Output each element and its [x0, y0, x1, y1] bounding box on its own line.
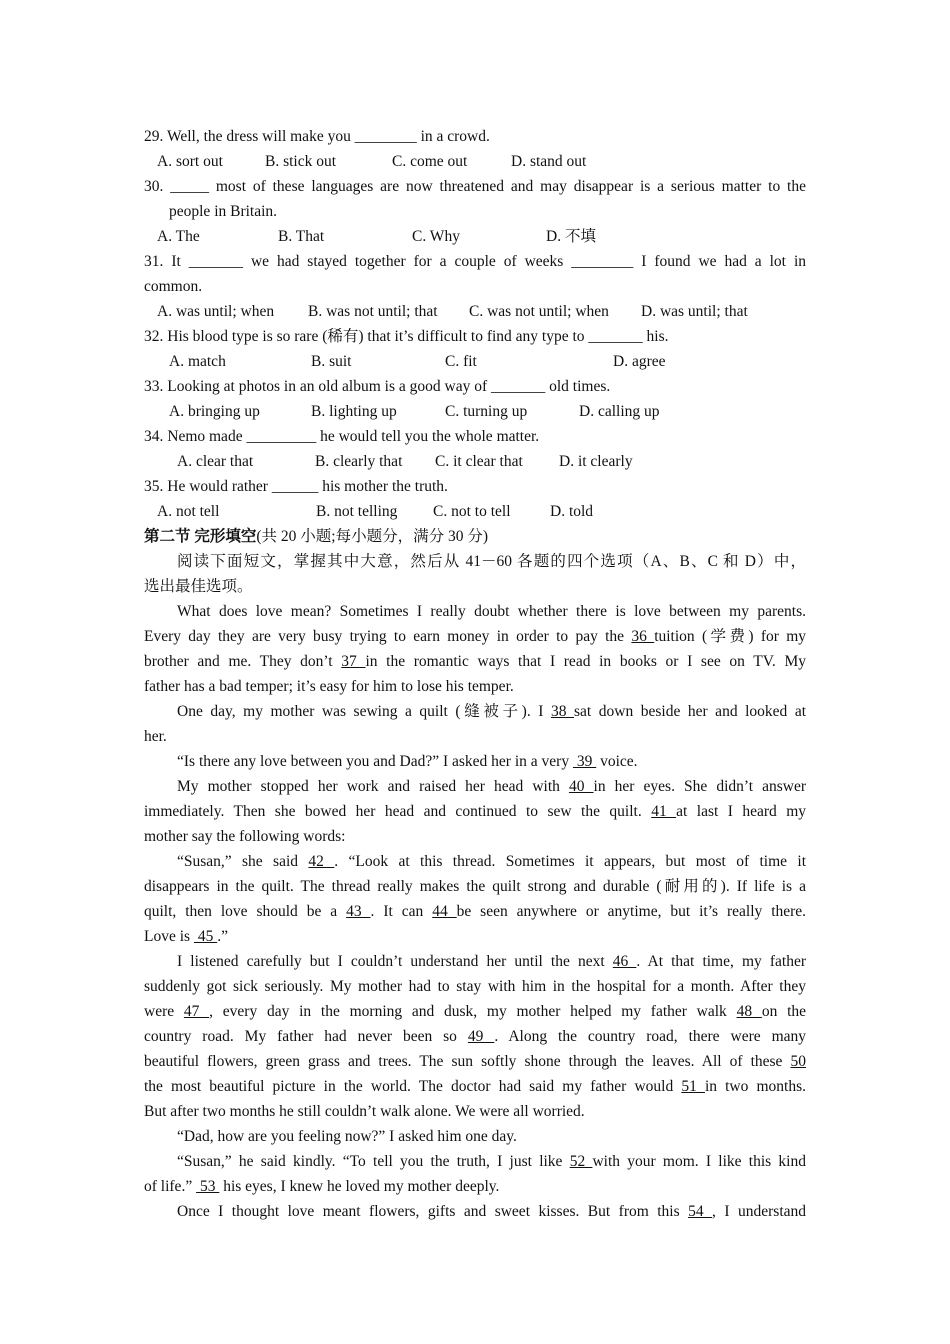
section-title: 第二节 完形填空 — [144, 528, 257, 545]
options-33 — [144, 399, 806, 424]
blank-51: 51 — [681, 1078, 705, 1095]
option-d: D. it clearly — [559, 453, 633, 470]
blank-45: 45 — [193, 928, 218, 945]
option-d: D. stand out — [511, 153, 587, 170]
passage-line: the most beautiful picture in the world. The doctor had said my father would 51 in two months. — [144, 1078, 807, 1095]
option-a: A. was until; when — [157, 303, 275, 320]
passage-line: mother say the following words: — [144, 828, 346, 845]
passage-line: “Susan,” she said 42 . “Look at this thread. Sometimes it appears, but most of time it — [177, 853, 807, 870]
blank-50: 50 — [790, 1053, 806, 1070]
blank-38: 38 — [550, 703, 574, 720]
blank-37: 37 — [341, 653, 366, 670]
section-instructions-cont: 选出最佳选项。 — [144, 578, 253, 595]
question-34: 34. Nemo made _________ he would tell you the whole matter. — [144, 428, 540, 445]
option-a: A. sort out — [157, 153, 223, 170]
options-34 — [144, 449, 806, 474]
option-c: C. it clear that — [435, 453, 523, 470]
option-d: D. told — [550, 503, 594, 520]
section-instructions: 阅读下面短文，掌握其中大意，然后从 41－60 各题的四个选项（A、B、C 和 D）中， — [177, 553, 806, 570]
blank-54: 54 — [688, 1203, 713, 1220]
passage-line: One day, my mother was sewing a quilt (缝被子). I 38 sat down beside her and looked at — [177, 703, 807, 720]
passage-line: What does love mean? Sometimes I really doubt whether there is love between my parents. — [177, 603, 806, 620]
section-heading — [144, 524, 806, 549]
blank-52: 52 — [569, 1153, 593, 1170]
option-c: C. was not until; when — [469, 303, 609, 320]
question-29: 29. Well, the dress will make you ________ in a crowd. — [144, 128, 490, 145]
passage-line: Love is 45 .” — [144, 928, 228, 945]
passage-line: Once I thought love meant flowers, gifts and sweet kisses. But from this 54 , I understand — [177, 1203, 806, 1220]
question-31: 31. It _______ we had stayed together for a couple of weeks ________ I found we had a lot in — [144, 253, 806, 270]
blank-42: 42 — [308, 853, 335, 870]
passage-line: My mother stopped her work and raised her head with 40 in her eyes. She didn’t answer — [177, 778, 807, 795]
options-31 — [144, 299, 806, 324]
blank-46: 46 — [612, 953, 637, 970]
question-30-cont: people in Britain. — [169, 203, 278, 220]
exam-page — [144, 124, 806, 1224]
passage-line: “Susan,” he said kindly. “To tell you the truth, I just like 52 with your mom. I like this kind — [177, 1153, 806, 1170]
option-a: A. not tell — [157, 503, 220, 520]
passage-line: immediately. Then she bowed her head and continued to sew the quilt. 41 at last I heard my — [144, 803, 807, 820]
section-note: (共 20 小题;每小题分，满分 30 分) — [256, 528, 489, 545]
passage-line: “Is there any love between you and Dad?” I asked her in a very 39 voice. — [177, 753, 638, 770]
option-d: D. calling up — [579, 403, 660, 420]
blank-39: 39 — [572, 753, 597, 770]
option-b: B. That — [278, 228, 325, 245]
passage-line: But after two months he still couldn’t walk alone. We were all worried. — [144, 1103, 585, 1120]
option-c: C. come out — [392, 153, 468, 170]
question-35: 35. He would rather ______ his mother the truth. — [144, 478, 448, 495]
question-30: 30. _____ most of these languages are now threatened and may disappear is a serious matter to the — [144, 178, 806, 195]
options-29 — [144, 149, 806, 174]
option-d: D. agree — [613, 353, 666, 370]
question-33: 33. Looking at photos in an old album is a good way of _______ old times. — [144, 378, 611, 395]
passage-line: were 47 , every day in the morning and dusk, my mother helped my father walk 48 on the — [144, 1003, 807, 1020]
option-b: B. was not until; that — [308, 303, 438, 320]
passage-line: her. — [144, 728, 167, 745]
blank-47: 47 — [183, 1003, 210, 1020]
passage-line: beautiful flowers, green grass and trees. The sun softly shone through the leaves. All of these 50 — [144, 1053, 806, 1070]
option-b: B. clearly that — [315, 453, 403, 470]
options-35 — [144, 499, 806, 524]
option-c: C. fit — [445, 353, 477, 370]
blank-48: 48 — [736, 1003, 762, 1020]
passage-line: “Dad, how are you feeling now?” I asked him one day. — [177, 1128, 517, 1145]
option-b: B. stick out — [265, 153, 337, 170]
passage-line: of life.” 53 his eyes, I knew he loved my mother deeply. — [144, 1178, 500, 1195]
blank-36: 36 — [631, 628, 655, 645]
blank-44: 44 — [432, 903, 457, 920]
question-31-cont: common. — [144, 278, 203, 295]
option-a: A. match — [169, 353, 226, 370]
passage-line: quilt, then love should be a 43 . It can 44 be seen anywhere or anytime, but it’s really there. — [144, 903, 807, 920]
options-32 — [144, 349, 806, 374]
passage-line: father has a bad temper; it’s easy for him to lose his temper. — [144, 678, 514, 695]
option-a: A. The — [157, 228, 200, 245]
option-c: C. turning up — [445, 403, 528, 420]
option-c: C. not to tell — [433, 503, 511, 520]
blank-49: 49 — [467, 1028, 495, 1045]
blank-53: 53 — [196, 1178, 220, 1195]
passage-line: disappears in the quilt. The thread really makes the quilt strong and durable (耐用的). If life is a — [144, 878, 806, 895]
blank-41: 41 — [651, 803, 677, 820]
option-d: D. 不填 — [546, 228, 596, 245]
option-b: B. not telling — [316, 503, 398, 520]
option-c: C. Why — [412, 228, 460, 245]
option-b: B. suit — [311, 353, 352, 370]
passage-line: Every day they are very busy trying to earn money in order to pay the 36 tuition (学费) for my — [144, 628, 807, 645]
option-d: D. was until; that — [641, 303, 748, 320]
passage-line: brother and me. They don’t 37 in the romantic ways that I read in books or I see on TV. My — [144, 653, 806, 670]
option-b: B. lighting up — [311, 403, 397, 420]
option-a: A. clear that — [177, 453, 254, 470]
passage-line: country road. My father had never been so 49 . Along the country road, there were many — [144, 1028, 806, 1045]
options-30 — [144, 224, 806, 249]
passage-line: suddenly got sick seriously. My mother had to stay with him in the hospital for a month. After they — [144, 978, 806, 995]
blank-40: 40 — [568, 778, 594, 795]
passage-line: I listened carefully but I couldn’t understand her until the next 46 . At that time, my father — [177, 953, 807, 970]
option-a: A. bringing up — [169, 403, 260, 420]
blank-43: 43 — [346, 903, 371, 920]
question-32: 32. His blood type is so rare (稀有) that it’s difficult to find any type to _______ his. — [144, 328, 669, 345]
